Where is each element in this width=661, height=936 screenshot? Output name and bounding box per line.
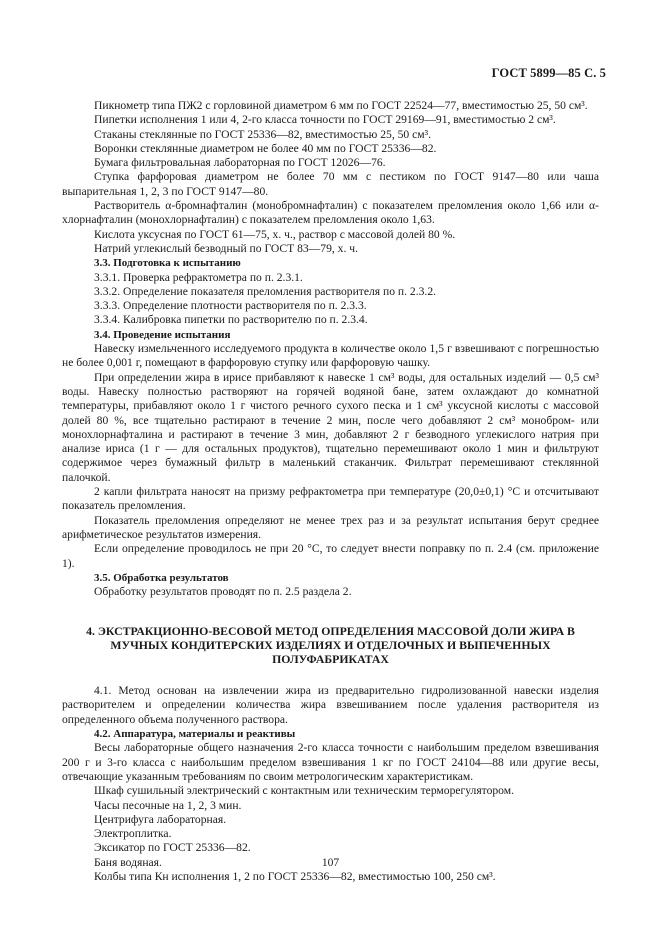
section-heading: 4. ЭКСТРАКЦИОННО-ВЕСОВОЙ МЕТОД ОПРЕДЕЛЕНИЯ МАССОВОЙ ДОЛИ ЖИРА В МУЧНЫХ КОНДИТЕРСКИХ ИЗДЕЛИЯХ И ОТДЕЛОЧНЫХ И ВЫПЕЧЕННЫХ ПОЛУФАБРИКАТАХ <box>86 624 575 666</box>
text-paragraph: Стаканы стеклянные по ГОСТ 25336—82, вместимостью 25, 50 см³. <box>94 127 431 141</box>
text-paragraph: Растворитель α-бромнафталин (монобромнафталин) с показателем преломления около 1,66 или α-хлорнафталин (монохлорнафталин) с показателем преломления около 1,63. <box>62 199 599 227</box>
text-paragraph: Часы песочные на 1, 2, 3 мин. <box>94 798 242 812</box>
text-paragraph: Пипетки исполнения 1 или 4, 2-го класса точности по ГОСТ 29169—91, вместимостью 2 см³. <box>94 113 556 127</box>
text-paragraph: Если определение проводилось не при 20 °С, то следует внести поправку по п. 2.4 (см. приложение 1). <box>62 542 599 570</box>
subsection-heading: 3.4. Проведение испытания <box>94 328 231 341</box>
text-paragraph: Воронки стеклянные диаметром не более 40 мм по ГОСТ 25336—82. <box>94 141 437 155</box>
text-paragraph: 3.3.3. Определение плотности растворителя по п. 2.3.3. <box>94 299 367 313</box>
text-paragraph: Навеску измельченного исследуемого продукта в количестве около 1,5 г взвешивают с погрешностью не более 0,001 г, помещают в фарфоровую ступку или фарфоровую чашку. <box>62 342 599 370</box>
text-paragraph: Баня водяная. <box>94 855 162 869</box>
text-paragraph: При определении жира в ирисе прибавляют к навеске 1 см³ воды, для остальных изделий — 0,5 см³ воды. Навеску полностью растворяют на горячей водяной бане, затем охлаждают до комнатной температуры, прибавляют около 1 г чистого речного сухого песка и 1 см³ уксусной кислоты с массовой долей 80 %, все тщательно растирают в течение 2 мин, после чего добавляют 2 см³ монобром- или монохлорнафталина и растирают в течение 3 мин, добавляют 2 г безводного углекислого натрия при анализе ириса (1 г — для остальных продуктов), тщательно перемешивают около 1 мин и фильтруют содержимое через бумажный фильтр в маленький стаканчик. Фильтрат перемешивают стеклянной палочкой. <box>62 370 599 484</box>
text-paragraph: Обработку результатов проводят по п. 2.5 раздела 2. <box>94 585 352 599</box>
subsection-heading: 3.3. Подготовка к испытанию <box>94 257 241 270</box>
text-paragraph: 2 капли фильтрата наносят на призму рефрактометра при температуре (20,0±0,1) °С и отсчитывают показатель преломления. <box>62 485 599 513</box>
subsection-heading: 4.2. Аппаратура, материалы и реактивы <box>94 728 296 741</box>
text-paragraph: Колбы типа Кн исполнения 1, 2 по ГОСТ 25336—82, вместимостью 100, 250 см³. <box>94 870 496 884</box>
text-paragraph: Натрий углекислый безводный по ГОСТ 83—79, х. ч. <box>94 241 358 255</box>
text-paragraph: Эксикатор по ГОСТ 25336—82. <box>94 841 251 855</box>
document-body <box>62 99 599 884</box>
page-number: 107 <box>321 857 340 869</box>
text-paragraph: Пикнометр типа ПЖ2 с горловиной диаметром 6 мм по ГОСТ 22524—77, вместимостью 25, 50 см³. <box>94 99 588 112</box>
text-paragraph: Показатель преломления определяют не менее трех раз и за результат испытания берут среднее арифметическое результатов измерения. <box>62 513 599 541</box>
subsection-heading: 3.5. Обработка результатов <box>94 571 229 584</box>
text-paragraph: Весы лабораторные общего назначения 2-го класса точности с наибольшим пределом взвешивания 200 г и 3-го класса с наибольшим пределом взвешивания 1 кг по ГОСТ 24104—88 или другие весы, отвечающие указанным требованиям по своим метрологическим характеристикам. <box>62 741 599 783</box>
page-header: ГОСТ 5899—85 С. 5 <box>491 66 606 80</box>
text-paragraph: Центрифуга лабораторная. <box>94 812 227 826</box>
text-paragraph: Бумага фильтровальная лабораторная по ГОСТ 12026—76. <box>94 156 386 170</box>
text-paragraph: 3.3.2. Определение показателя преломления растворителя по п. 2.3.2. <box>94 284 437 298</box>
text-paragraph: 3.3.4. Калибровка пипетки по растворителю по п. 2.3.4. <box>94 313 368 327</box>
text-paragraph: Электроплитка. <box>94 827 172 841</box>
text-paragraph: Ступка фарфоровая диаметром не более 70 мм с пестиком по ГОСТ 9147—80 или чаша выпарительная 1, 2, 3 по ГОСТ 9147—80. <box>62 170 599 198</box>
text-paragraph: 3.3.1. Проверка рефрактометра по п. 2.3.1. <box>94 270 303 284</box>
text-paragraph: 4.1. Метод основан на извлечении жира из предварительно гидролизованной навески изделия растворителем и определении количества жира взвешиванием после удаления растворителя из определенного объема полученного раствора. <box>62 684 599 726</box>
text-paragraph: Кислота уксусная по ГОСТ 61—75, х. ч., раствор с массовой долей 80 %. <box>94 227 456 241</box>
text-paragraph: Шкаф сушильный электрический с контактным или техническим терморегулятором. <box>94 784 514 798</box>
